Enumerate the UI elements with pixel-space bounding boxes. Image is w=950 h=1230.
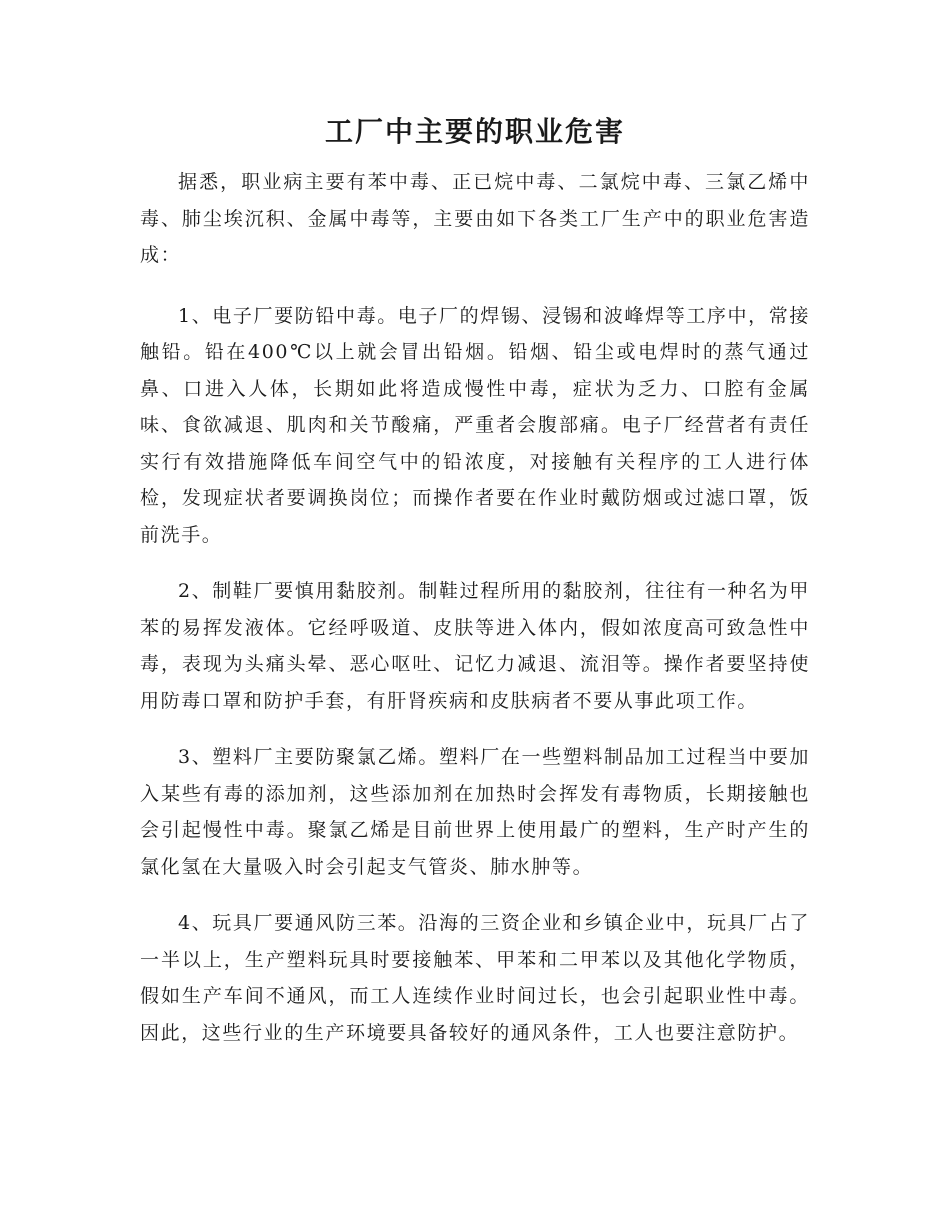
document-body bbox=[140, 164, 810, 1071]
paragraph-shoe-factory: 2、制鞋厂要慎用黏胶剂。制鞋过程所用的黏胶剂，往往有一种名为甲苯的易挥发液体。它经呼吸道、皮肤等进入体内，假如浓度高可致急性中毒，表现为头痛头晕、恶心呕吐、记忆力减退、流泪等。操作者要坚持使用防毒口罩和防护手套，有肝肾疾病和皮肤病者不要从事此项工作。 bbox=[140, 580, 810, 712]
paragraph-electronics-factory: 1、电子厂要防铅中毒。电子厂的焊锡、浸锡和波峰焊等工序中，常接触铅。铅在400℃以上就会冒出铅烟。铅烟、铅尘或电焊时的蒸气通过鼻、口进入人体，长期如此将造成慢性中毒，症状为乏力、口腔有金属味、食欲减退、肌肉和关节酸痛，严重者会腹部痛。电子厂经营者有责任实行有效措施降低车间空气中的铅浓度，对接触有关程序的工人进行体检，发现症状者要调换岗位；而操作者要在作业时戴防烟或过滤口罩，饭前洗手。 bbox=[140, 304, 810, 546]
intro-paragraph: 据悉，职业病主要有苯中毒、正已烷中毒、二氯烷中毒、三氯乙烯中毒、肺尘埃沉积、金属中毒等，主要由如下各类工厂生产中的职业危害造成： bbox=[140, 171, 810, 266]
paragraph-toy-factory: 4、玩具厂要通风防三苯。沿海的三资企业和乡镇企业中，玩具厂占了一半以上，生产塑料玩具时要接触苯、甲苯和二甲苯以及其他化学物质，假如生产车间不通风，而工人连续作业时间过长，也会引起职业性中毒。因此，这些行业的生产环境要具备较好的通风条件，工人也要注意防护。 bbox=[140, 912, 810, 1044]
paragraph-plastics-factory: 3、塑料厂主要防聚氯乙烯。塑料厂在一些塑料制品加工过程当中要加入某些有毒的添加剂，这些添加剂在加热时会挥发有毒物质，长期接触也会引起慢性中毒。聚氯乙烯是目前世界上使用最广的塑料，生产时产生的氯化氢在大量吸入时会引起支气管炎、肺水肿等。 bbox=[140, 746, 810, 878]
document-title: 工厂中主要的职业危害 bbox=[324, 115, 625, 148]
